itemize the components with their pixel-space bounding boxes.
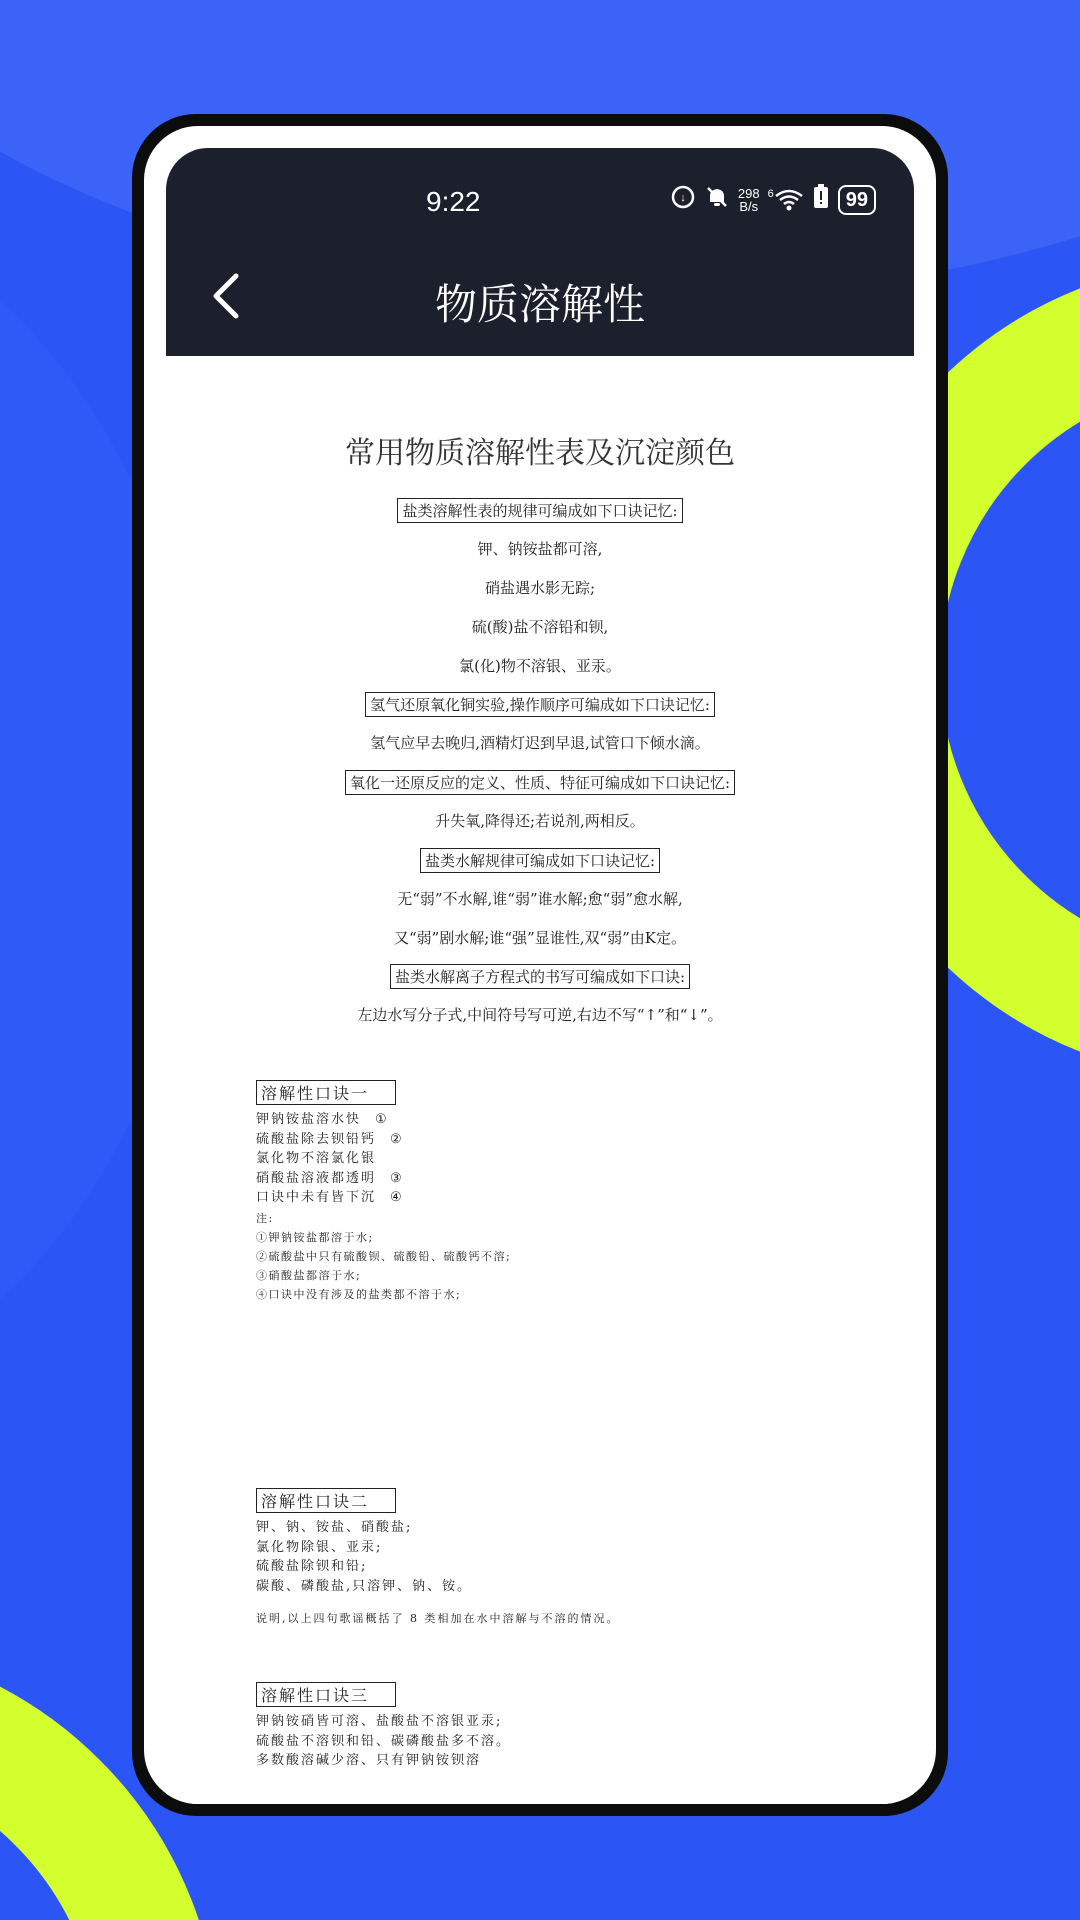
doc-line: 硫(酸)盐不溶铅和钡, — [471, 618, 609, 636]
section-line: 硫酸盐除钡和铅; — [256, 1559, 368, 1574]
mute-icon — [704, 184, 730, 215]
doc-heading-box: 氢气还原氧化铜实验,操作顺序可编成如下口诀记忆: — [365, 692, 715, 717]
doc-heading-box: 盐类水解离子方程式的书写可编成如下口诀: — [390, 964, 690, 989]
section-line: 口诀中未有皆下沉 ④ — [256, 1190, 404, 1205]
section-line: 钾钠铵盐溶水快 ① — [256, 1112, 389, 1127]
doc-line: 氢气应早去晚归,酒精灯迟到早退,试管口下倾水滴。 — [370, 734, 710, 752]
doc-line: 又“弱”剧水解;谁“强”显谁性,双“弱”由K定。 — [393, 929, 687, 947]
app-header — [166, 148, 914, 356]
doc-heading-box: 盐类溶解性表的规律可编成如下口诀记忆: — [397, 498, 682, 523]
status-icons — [670, 184, 876, 215]
section-line: 多数酸溶碱少溶、只有钾钠铵钡溶 — [256, 1753, 482, 1768]
doc-heading-box: 氧化一还原反应的定义、性质、特征可编成如下口诀记忆: — [345, 770, 735, 795]
battery-alert-icon — [812, 184, 830, 215]
section-line: 碳酸、磷酸盐,只溶钾、钠、铵。 — [256, 1578, 473, 1594]
doc-heading-box: 盐类水解规律可编成如下口诀记忆: — [420, 848, 660, 873]
page-title: 物质溶解性 — [434, 280, 645, 329]
wifi-status — [768, 188, 804, 212]
doc-line: 钾、钠铵盐都可溶, — [477, 540, 603, 558]
section-heading: 溶解性口诀一 — [256, 1080, 396, 1105]
net-speed-unit: B/s — [739, 198, 759, 214]
doc-line: 氯(化)物不溶银、亚汞。 — [459, 657, 621, 675]
section-line: 硫酸盐不溶钡和铅、碳磷酸盐多不溶。 — [256, 1733, 512, 1749]
net-speed — [738, 187, 760, 213]
section-line: 氯化物不溶氯化银 — [256, 1151, 377, 1166]
net-speed-value: 298 — [737, 185, 760, 201]
note-line: ③硝酸盐都溶于水; — [256, 1269, 362, 1282]
section-line: 氯化物除银、亚汞; — [256, 1539, 383, 1555]
section-lines — [256, 1518, 472, 1596]
doc-line: 无“弱”不水解,谁“弱”谁水解;愈“弱”愈水解, — [397, 890, 683, 908]
status-time: 9:22 — [426, 186, 481, 217]
section-lines — [256, 1110, 404, 1208]
svg-text:↓: ↓ — [680, 192, 686, 204]
document-title: 常用物质溶解性表及沉淀颜色 — [345, 436, 735, 471]
battery-icon: 99 — [838, 185, 876, 215]
phone-screen — [166, 148, 914, 1804]
note-line: ④口诀中没有涉及的盐类都不溶于水; — [256, 1288, 462, 1301]
signal-label: 6 — [767, 187, 774, 200]
section-explanation: 说明,以上四句歌谣概括了 8 类相加在水中溶解与不溶的情况。 — [256, 1612, 620, 1625]
doc-line: 左边水写分子式,中间符号写可逆,右边不写“↑”和“↓”。 — [357, 1006, 723, 1024]
note-line: ①钾钠铵盐都溶于水; — [256, 1231, 374, 1244]
phone-bezel — [144, 126, 936, 1804]
section-notes — [256, 1209, 511, 1304]
data-saver-icon — [670, 184, 696, 215]
wifi-icon — [774, 188, 804, 212]
section-heading: 溶解性口诀二 — [256, 1488, 396, 1513]
note-line: ②硫酸盐中只有硫酸钡、硫酸铅、硫酸钙不溶; — [256, 1250, 512, 1263]
phone-frame — [132, 114, 948, 1816]
section-line: 硫酸盐除去钡铅钙 ② — [256, 1131, 404, 1147]
section-lines — [256, 1712, 511, 1771]
note-line: 注: — [256, 1212, 274, 1225]
document-image — [166, 356, 914, 1804]
section-heading: 溶解性口诀三 — [256, 1682, 396, 1707]
section-line: 钾钠铵硝皆可溶、盐酸盐不溶银亚汞; — [256, 1714, 503, 1729]
section-line: 硝酸盐溶液都透明 ③ — [256, 1170, 404, 1186]
doc-line: 硝盐遇水影无踪; — [484, 579, 596, 597]
doc-line: 升失氧,降得还;若说剂,两相反。 — [435, 812, 645, 830]
section-line: 钾、钠、铵盐、硝酸盐; — [256, 1520, 413, 1535]
